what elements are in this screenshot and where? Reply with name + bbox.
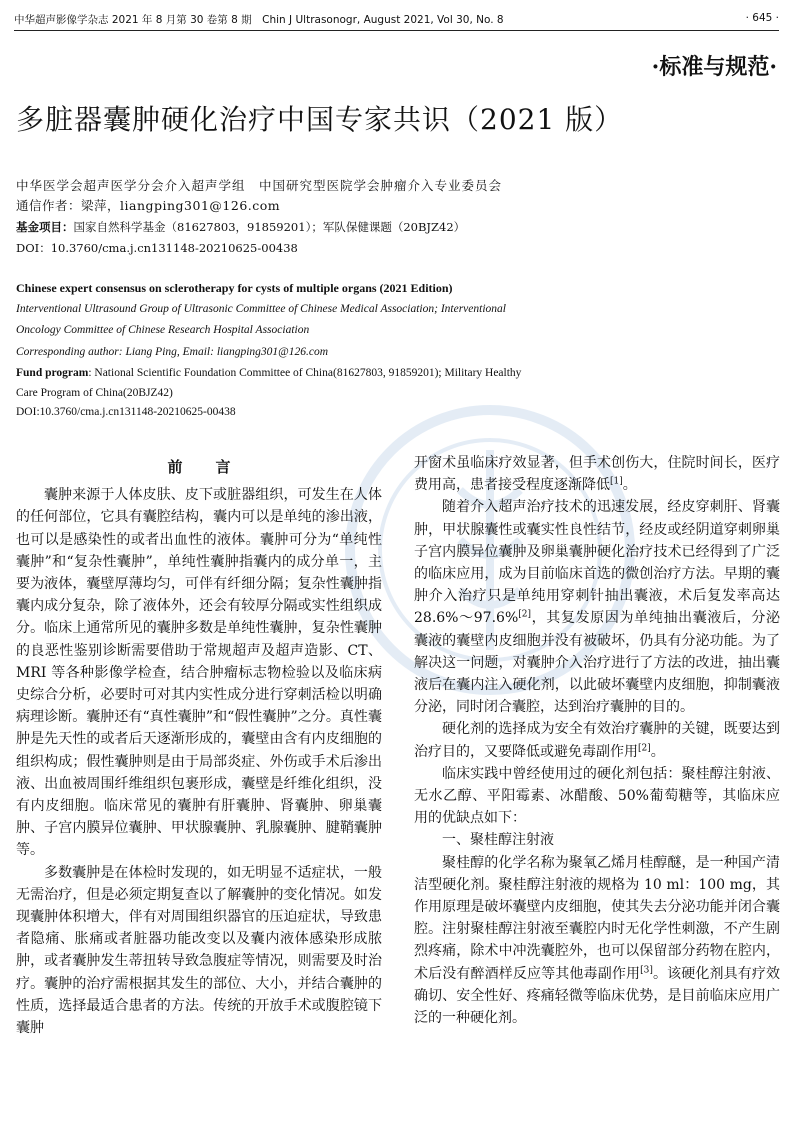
left-column: [16, 452, 382, 1039]
english-fund-text: : National Scientific Foundation Committee of China(81627803, 91859201); Military Healthy: [88, 367, 522, 379]
english-fund-line2: Care Program of China(20BJZ42): [16, 387, 173, 399]
section-category: ·标准与规范·: [651, 54, 777, 80]
paragraph-text: 。: [622, 477, 637, 494]
reference-marker: [2]: [518, 609, 531, 620]
doi: DOI：10.3760/cma.j.cn131148-20210625-00438: [16, 241, 298, 255]
english-authors-line1: Interventional Ultrasound Group of Ultrasonic Committee of Chinese Medical Association; Interventional: [16, 303, 506, 315]
fund-info: [16, 219, 776, 235]
subsection-heading: 一、聚桂醇注射液: [442, 832, 554, 849]
paragraph: [414, 452, 780, 496]
paragraph-text: 。该硬化剂具有疗效确切、安全性好、疼痛轻微等临床优势，是目前临床应用广泛的一种硬化剂。: [414, 965, 781, 1027]
paragraph: 临床实践中曾经使用过的硬化剂包括：聚桂醇注射液、无水乙醇、平阳霉素、冰醋酸、50%葡萄糖等，其临床应用的优缺点如下：: [414, 765, 780, 827]
paragraph-text: ，其复发原因为单纯抽出囊液后，分泌囊液的囊壁内皮细胞并没有被破坏，仍具有分泌功能。为了解决这一问题，对囊肿介入治疗进行了方法的改进，抽出囊液后在囊内注入硬化剂，以此破坏囊壁内皮细胞，抑制囊液分泌，同时闭合囊腔，达到治疗囊肿的目的。: [414, 610, 781, 716]
paragraph: [414, 718, 780, 762]
paragraph: [414, 496, 780, 718]
reference-marker: [3]: [640, 965, 653, 976]
english-fund-line1: [16, 367, 776, 379]
running-header: [14, 8, 779, 30]
page-number: · 645 ·: [745, 12, 779, 24]
section-heading-preface: 前言: [167, 458, 264, 476]
authors: 中华医学会超声医学分会介入超声学组 中国研究型医院学会肿瘤介入专业委员会: [16, 178, 503, 193]
english-corresponding: Corresponding author: Liang Ping, Email: liangping301@126.com: [16, 346, 329, 358]
reference-marker: [2]: [638, 742, 651, 753]
right-column: [414, 452, 780, 1029]
reference-marker: [1]: [610, 476, 623, 487]
header-rule: [14, 30, 779, 31]
paragraph: 多数囊肿是在体检时发现的，如无明显不适症状，一般无需治疗，但是必须定期复查以了解囊肿的变化情况。如发现囊肿体积增大，伴有对周围组织器官的压迫症状，导致患者隐痛、胀痛或者脏器功能改变以及囊内液体感染形成脓肿，或者囊肿发生蒂扭转导致急腹症等情况，则需要及时治疗。囊肿的治疗需根据其发生的部位、大小，并结合囊肿的性质，选择最适合患者的方法。传统的开放手术或腹腔镜下囊肿: [16, 864, 382, 1037]
paragraph-text: 硬化剂的选择成为安全有效治疗囊肿的关键，既要达到治疗目的，又要降低或避免毒副作用: [414, 721, 780, 760]
paragraph: [414, 852, 780, 1030]
paragraph-text: 。: [650, 743, 665, 760]
paragraph-text: 随着介入超声治疗技术的迅速发展，经皮穿刺肝、肾囊肿，甲状腺囊性或囊实性良性结节，经皮或经阴道穿刺卵巢子宫内膜异位囊肿及卵巢囊肿硬化治疗技术已经得到了广泛的临床应用，成为目前临床首选的微创治疗方法。早期的囊肿介入治疗只是单纯用穿刺针抽出囊液，术后复发率高达 28.6%～97.6%: [414, 499, 780, 627]
english-title: Chinese expert consensus on sclerotherapy for cysts of multiple organs (2021 Edition): [16, 281, 453, 295]
article-title: 多脏器囊肿硬化治疗中国专家共识（2021 版）: [16, 103, 624, 136]
fund-text: 国家自然科学基金（81627803，91859201）；军队保健课题（20BJZ42）: [73, 220, 466, 234]
paragraph: 囊肿来源于人体皮肤、皮下或脏器组织，可发生在人体的任何部位，它具有囊腔结构，囊内可以是单纯的渗出液，也可以是感染性的或者出血性的液体。囊肿可分为“单纯性囊肿”和“复杂性囊肿”，单纯性囊肿指囊内的成分单一，主要为液体，囊壁厚薄均匀，可伴有纤细分隔；复杂性囊肿指囊内成分复杂，除了液体外，还会有较厚分隔或实性组织成分。临床上通常所见的囊肿多数是单纯性囊肿，复杂性囊肿的良恶性鉴别诊断需要借助于常规超声及超声造影、CT、MRI 等各种影像学检查，结合肿瘤标志物检验以及临床病史综合分析，必要时可对其内实性成分进行穿刺活检以明确病理诊断。囊肿还有“真性囊肿”和“假性囊肿”之分。真性囊肿是先天性的或者后天逐渐形成的，囊壁由含有内皮细胞的组织构成；假性囊肿则是由于局部炎症、外伤或手术后渗出液、出血被周围纤维组织包裹形成，囊壁是纤维化组织，没有内皮细胞。临床常见的囊肿有肝囊肿、肾囊肿、卵巢囊肿、子宫内膜异位囊肿、甲状腺囊肿、乳腺囊肿、腱鞘囊肿等。: [16, 487, 382, 859]
english-fund-label: Fund program: [16, 367, 89, 379]
journal-citation: 中华超声影像学杂志 2021 年 8 月第 30 卷第 8 期 Chin J Ultrasonogr, August 2021, Vol 30, No. 8: [14, 14, 504, 26]
paragraph-text: 聚桂醇的化学名称为聚氧乙烯月桂醇醚，是一种国产清洁型硬化剂。聚桂醇注射液的规格为 10 ml：100 mg，其作用原理是破坏囊壁内皮细胞，使其失去分泌功能并闭合囊腔。注射聚桂醇注射液至囊腔内时无化学性刺激，不产生剧烈疼痛，除术中冲洗囊腔外，也可以保留部分药物在腔内，术后没有醉酒样反应等其他毒副作用: [414, 854, 780, 982]
english-authors-line2: Oncology Committee of Chinese Research Hospital Association: [16, 324, 310, 336]
fund-label: 基金项目：: [16, 220, 74, 234]
corresponding-author: 通信作者：梁萍，liangping301@126.com: [16, 198, 281, 213]
paragraph-text: 开窗术虽临床疗效显著，但手术创伤大，住院时间长，医疗费用高，患者接受程度逐渐降低: [414, 455, 780, 494]
english-doi: DOI:10.3760/cma.j.cn131148-20210625-00438: [16, 406, 236, 418]
